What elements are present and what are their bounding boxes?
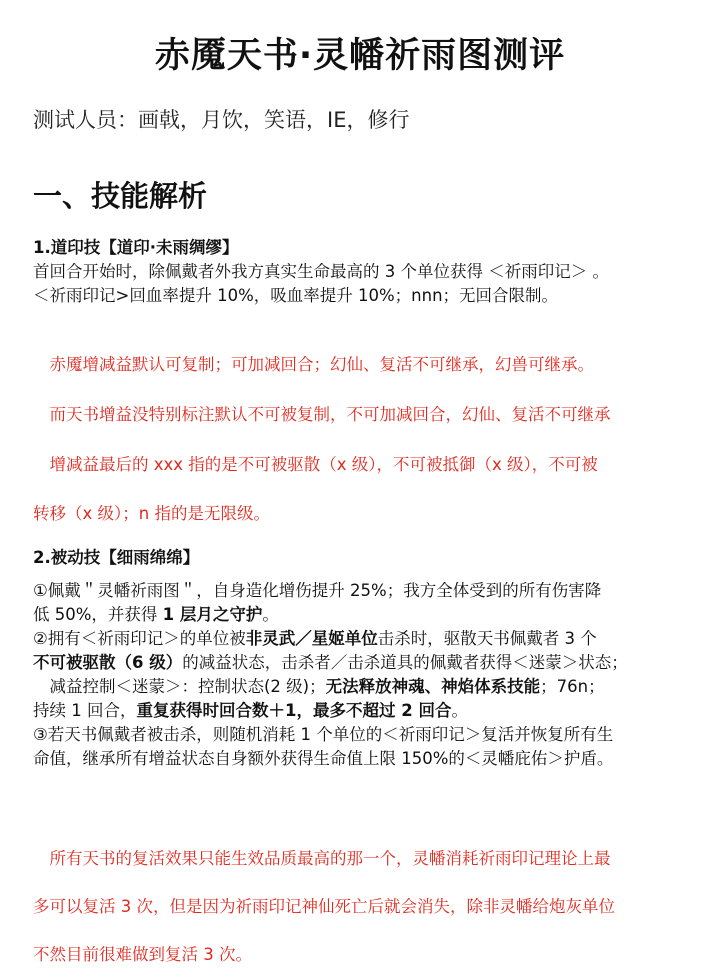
note-red-5: 所有天书的复活效果只能生效品质最高的那一个，灵幡消耗祈雨印记理论上最 [33,849,611,868]
skill2-p2-line1 [33,627,693,651]
note-red-6: 多可以复活 3 次，但是因为祈雨印记神仙死亡后就会消失，除非灵幡给炮灰单位 [33,897,615,916]
skill2-p2-line4 [33,699,693,723]
bold-span: 无法释放神魂、神焰体系技能 [325,677,541,696]
skill2-p3-line1: ③若天书佩戴者被击杀，则随机消耗 1 个单位的＜祈雨印记＞复活并恢复所有生 [33,725,614,744]
skill2-p2-line3 [33,675,693,699]
bold-span: 不可被驱散（6 级） [33,653,183,672]
text-span: ；76n； [540,677,605,696]
note-red-3: 增减益最后的 xxx 指的是不可被驱散（x 级），不可被抵御（x 级），不可被 [33,455,598,474]
text-span: 的减益状态，击杀者／击杀道具的佩戴者获得＜迷蒙＞状态； [182,653,628,672]
text-span: 低 50%，并获得 [33,605,163,624]
bold-span: 1 层月之守护 [162,605,263,624]
skill1-block [33,236,693,308]
skill2-heading: 2.被动技【细雨绵绵】 [33,548,200,567]
note-red-2: 而天书增益没特别标注默认不可被复制，不可加减回合，幻仙、复活不可继承 [33,405,611,424]
testers-line: 测试人员：画戟，月饮，笑语，IE，修行 [33,108,410,132]
text-span: 。 [451,701,468,720]
skill1-line2: ＜祈雨印记>回血率提升 10%，吸血率提升 10%；nnn；无回合限制。 [33,286,559,305]
note-red-1: 赤魇增减益默认可复制；可加减回合；幻仙、复活不可继承，幻兽可继承。 [33,355,594,374]
section-heading-skills: 一、技能解析 [33,179,208,213]
skill2-p1-line1: ①佩戴＂灵幡祈雨图＂，自身造化增伤提升 25%；我方全体受到的所有伤害降 [33,581,602,600]
bold-span: 重复获得时回合数＋1，最多不超过 2 回合 [136,701,452,720]
skill1-line1: 首回合开始时，除佩戴者外我方真实生命最高的 3 个单位获得 ＜祈雨印记＞ 。 [33,262,609,281]
skill2-p1-line2 [33,603,693,627]
bold-span: 非灵武／星姬单位 [245,629,378,648]
text-span: 持续 1 回合， [33,701,137,720]
skill1-heading: 1.道印技【道印·未雨绸缪】 [33,238,239,257]
skill2-p2-line2 [33,651,693,675]
skill2-block [33,546,693,771]
text-span: 击杀时，驱散天书佩戴者 3 个 [377,629,597,648]
note-red-7: 不然目前很难做到复活 3 次。 [33,945,252,964]
text-span: 。 [262,605,279,624]
text-span: 减益控制＜迷蒙＞：控制状态(2 级)； [33,677,326,696]
skill2-p3-line2: 命值，继承所有增益状态自身额外获得生命值上限 150%的＜灵幡庇佑＞护盾。 [33,749,614,768]
note-red-4: 转移（x 级）；n 指的是无限级。 [33,504,270,523]
text-span: ②拥有＜祈雨印记＞的单位被 [33,629,246,648]
page-title: 赤魇天书·灵幡祈雨图测评 [154,36,566,76]
